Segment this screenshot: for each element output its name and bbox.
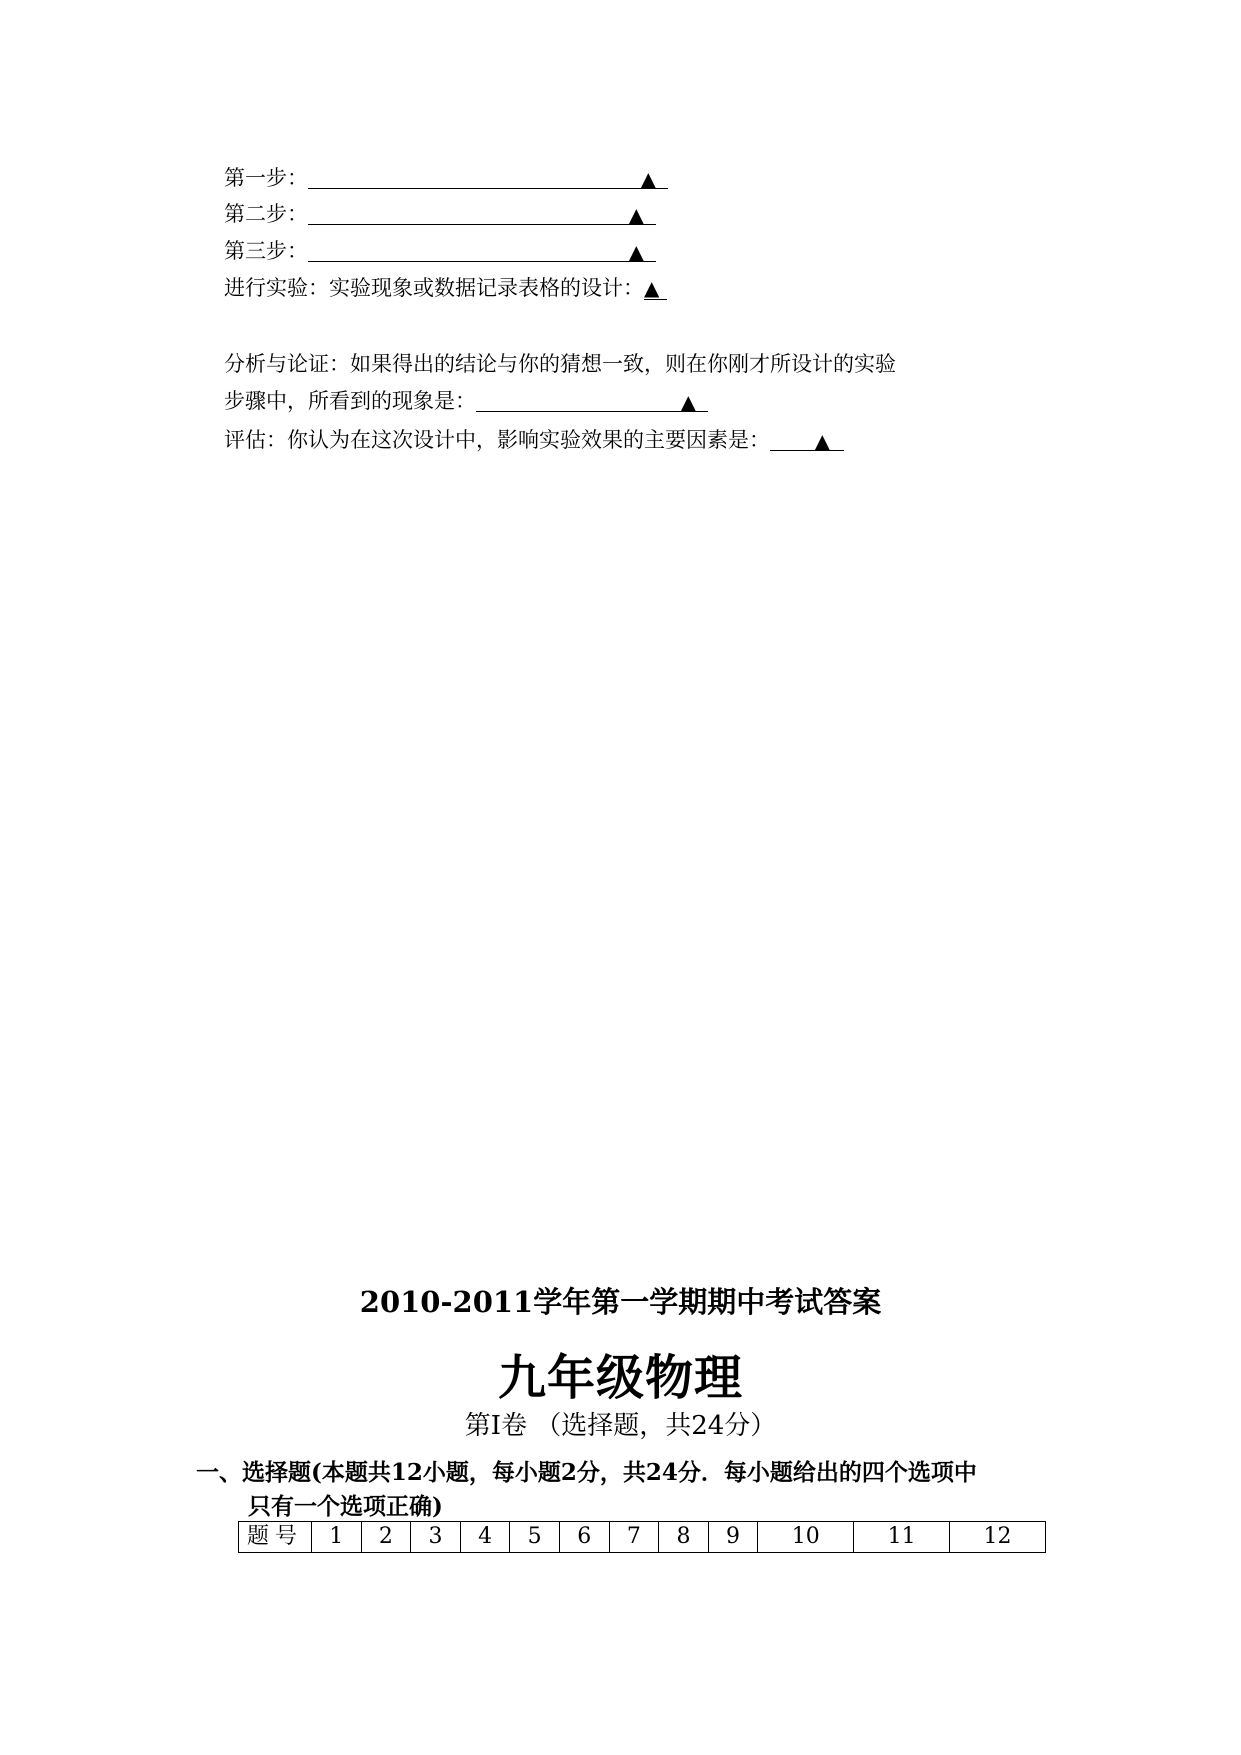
experiment-line — [224, 274, 667, 302]
step-3-line — [224, 237, 656, 265]
step-2-marker: ▲ — [628, 203, 644, 227]
subject-title: 九年级物理 — [497, 1350, 743, 1406]
step-2-blank[interactable] — [308, 202, 656, 225]
analysis-line-2 — [224, 387, 708, 415]
section-heading-line-2: 只有一个选项正确) — [248, 1493, 443, 1520]
answer-table — [238, 1521, 1046, 1553]
table-number-cell: 11 — [854, 1522, 950, 1553]
step-2-label: 第二步： — [224, 202, 308, 226]
step-3-marker: ▲ — [628, 240, 644, 264]
experiment-label: 进行实验：实验现象或数据记录表格的设计： — [224, 276, 644, 300]
evaluation-label: 评估：你认为在这次设计中，影响实验效果的主要因素是： — [224, 428, 770, 452]
step-1-label: 第一步： — [224, 166, 308, 190]
analysis-text-1: 分析与论证：如果得出的结论与你的猜想一致，则在你刚才所设计的实验 — [224, 352, 896, 376]
analysis-marker: ▲ — [680, 390, 696, 414]
answer-title: 2010-2011学年第一学期期中考试答案 — [359, 1285, 882, 1319]
experiment-marker[interactable]: ▲ — [644, 277, 667, 300]
step-2-line — [224, 200, 656, 228]
evaluation-blank[interactable] — [770, 428, 844, 451]
evaluation-line — [224, 426, 844, 454]
table-number-cell: 7 — [609, 1522, 659, 1553]
table-number-cell: 1 — [312, 1522, 362, 1553]
step-1-line — [224, 164, 668, 192]
table-number-cell: 4 — [460, 1522, 510, 1553]
table-number-cell: 8 — [659, 1522, 709, 1553]
analysis-text-2: 步骤中，所看到的现象是： — [224, 389, 476, 413]
table-number-cell: 3 — [411, 1522, 461, 1553]
analysis-blank[interactable] — [476, 389, 708, 412]
table-number-cell: 10 — [758, 1522, 854, 1553]
table-header-cell: 题号 — [239, 1522, 312, 1553]
step-3-blank[interactable] — [308, 239, 656, 262]
section-heading-line-1: 一、选择题(本题共12小题，每小题2分，共24分．每小题给出的四个选项中 — [196, 1459, 977, 1486]
table-number-cell: 9 — [708, 1522, 758, 1553]
table-number-cell: 12 — [950, 1522, 1046, 1553]
analysis-line-1 — [224, 350, 896, 378]
answer-table-header-row — [239, 1522, 1046, 1553]
step-3-label: 第三步： — [224, 239, 308, 263]
table-number-cell: 6 — [559, 1522, 609, 1553]
evaluation-marker: ▲ — [814, 429, 830, 453]
step-1-blank[interactable] — [308, 166, 668, 189]
table-number-cell: 2 — [361, 1522, 411, 1553]
step-1-marker: ▲ — [640, 167, 656, 191]
table-number-cell: 5 — [510, 1522, 560, 1553]
section-heading — [196, 1456, 1056, 1524]
volume-title: 第Ⅰ卷 （选择题，共24分） — [464, 1411, 777, 1441]
